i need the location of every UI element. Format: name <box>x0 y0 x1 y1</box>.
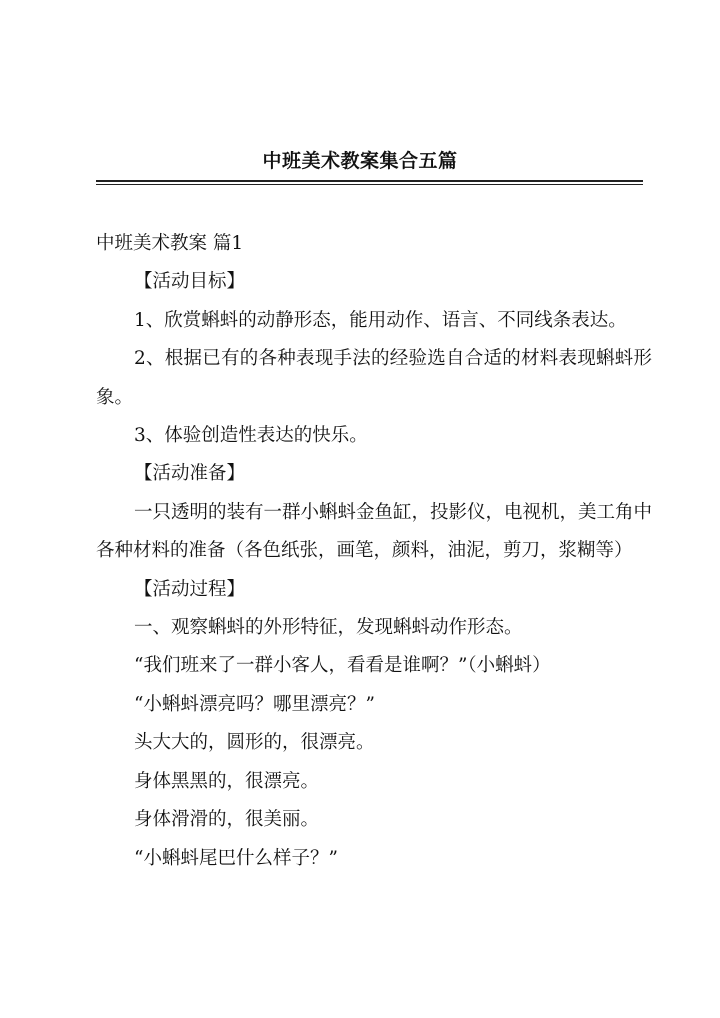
document-title: 中班美术教案集合五篇 <box>262 150 458 172</box>
paragraph-dialogue-2: “小蝌蚪漂亮吗？哪里漂亮？” <box>134 693 375 715</box>
paragraph-answer-3: 身体滑滑的，很美丽。 <box>134 809 320 831</box>
paragraph-dialogue-3: “小蝌蚪尾巴什么样子？” <box>134 847 338 869</box>
title-divider-thin <box>96 184 643 185</box>
paragraph-prep-materials: 一只透明的装有一群小蝌蚪金鱼缸，投影仪，电视机，美工角中各种材料的准备（各色纸张，画笔，颜料，油泥，剪刀，浆糊等） <box>96 501 653 562</box>
section-heading: 中班美术教案 篇1 <box>96 233 244 254</box>
paragraph-goal-1: 1、欣赏蝌蚪的动静形态，能用动作、语言、不同线条表达。 <box>134 309 627 331</box>
document-body <box>96 225 652 878</box>
paragraph-step-1: 一、观察蝌蚪的外形特征，发现蝌蚪动作形态。 <box>134 617 523 639</box>
paragraph-activity-goals-heading: 【活动目标】 <box>134 271 246 293</box>
paragraph-activity-prep-heading: 【活动准备】 <box>134 463 246 485</box>
paragraph-goal-2: 2、根据已有的各种表现手法的经验选自合适的材料表现蝌蚪形象。 <box>96 348 652 408</box>
paragraph-dialogue-1: “我们班来了一群小客人，看看是谁啊？”（小蝌蚪） <box>134 655 551 677</box>
title-divider-thick <box>96 180 643 182</box>
paragraph-answer-1: 头大大的，圆形的，很漂亮。 <box>134 732 375 754</box>
paragraph-goal-3: 3、体验创造性表达的快乐。 <box>134 425 368 447</box>
paragraph-answer-2: 身体黑黑的，很漂亮。 <box>134 770 320 792</box>
paragraph-activity-process-heading: 【活动过程】 <box>134 578 246 600</box>
